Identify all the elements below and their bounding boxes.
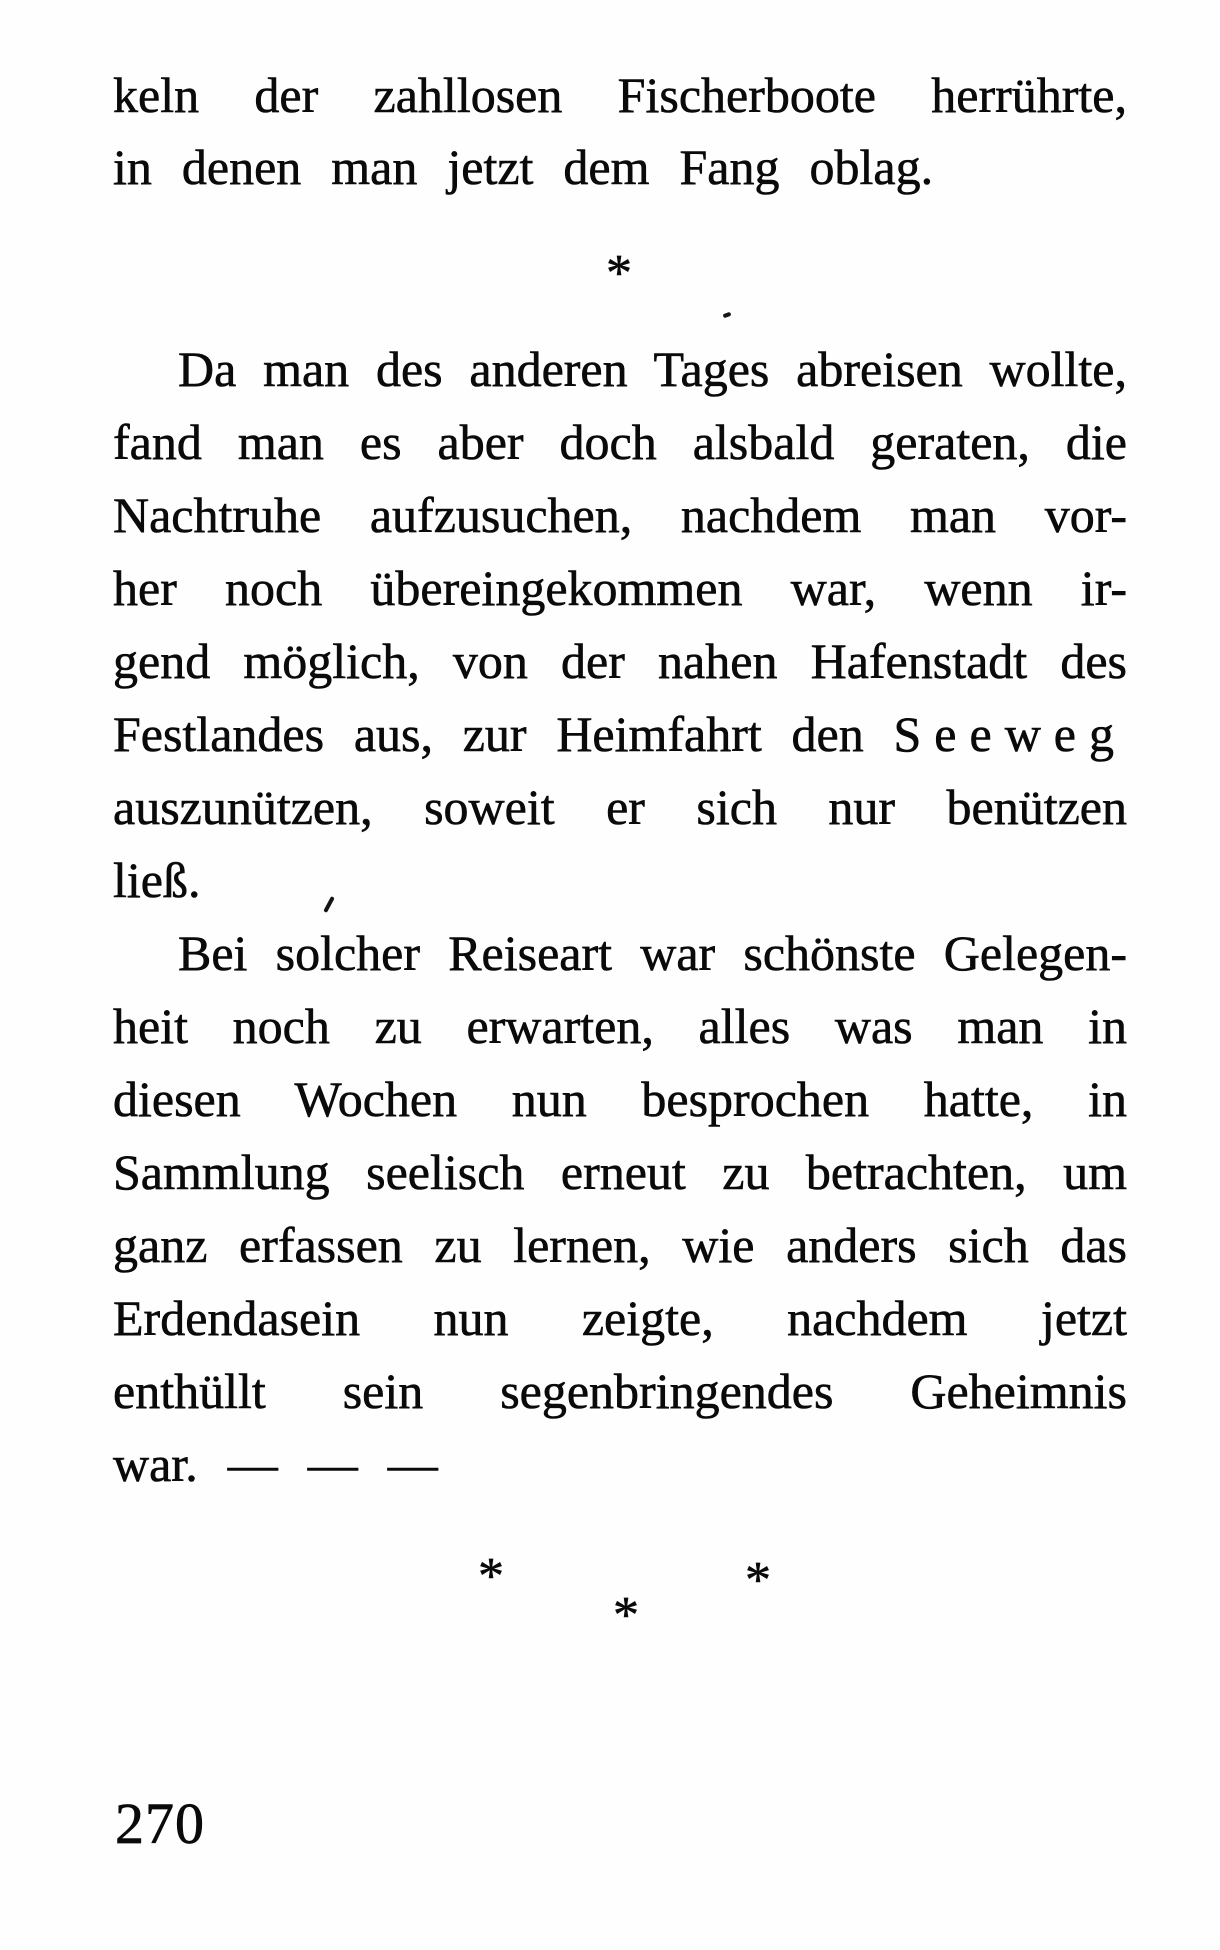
section-separator-asterisk: *: [606, 245, 632, 302]
paragraph-voyage: [113, 917, 1127, 1501]
page-number: 270: [115, 1791, 205, 1856]
text-line: diesen Wochen nun besprochen hatte, in: [113, 1071, 1127, 1127]
text-line: Bei solcher Reiseart war schönste Gelegen-: [178, 925, 1127, 981]
text-line: ließ.: [113, 852, 201, 908]
text-line: fand man es aber doch alsbald geraten, die: [113, 414, 1127, 470]
footer-asterisk-right: *: [745, 1552, 771, 1609]
footer-asterisk-bottom: *: [613, 1587, 639, 1644]
footer-asterisk-left: *: [478, 1548, 504, 1605]
text-line: in denen man jetzt dem Fang oblag.: [113, 139, 934, 195]
text-line: ganz erfassen zu lernen, wie anders sich das: [113, 1217, 1127, 1273]
text-line: Sammlung seelisch erneut zu betrachten, um: [113, 1144, 1127, 1200]
paragraph-departure: [113, 333, 1127, 917]
text-line: [113, 698, 1127, 771]
text-line: enthüllt sein segenbringendes Geheimnis: [113, 1363, 1127, 1419]
ink-speck-artifact: [723, 312, 732, 318]
text-line: Da man des anderen Tages abreisen wollte,: [178, 341, 1127, 397]
text-line: Nachtruhe aufzusuchen, nachdem man vor-: [113, 487, 1127, 543]
text-line: her noch übereingekommen war, wenn ir-: [113, 560, 1127, 616]
text-line: heit noch zu erwarten, alles was man in: [113, 998, 1127, 1054]
text-line: war. — — —: [113, 1436, 438, 1492]
text-line: Erdendasein nun zeigte, nachdem jetzt: [113, 1290, 1127, 1346]
text-line: keln der zahllosen Fischerboote herrührte,: [113, 67, 1127, 123]
text-line: auszunützen, soweit er sich nur benützen: [113, 779, 1127, 835]
text-line: gend möglich, von der nahen Hafenstadt des: [113, 633, 1127, 689]
text-segment: Festlandes aus, zur Heimfahrt den: [113, 706, 894, 762]
paragraph-continuation: [113, 59, 1127, 203]
letterspaced-word: Seeweg: [893, 706, 1127, 762]
